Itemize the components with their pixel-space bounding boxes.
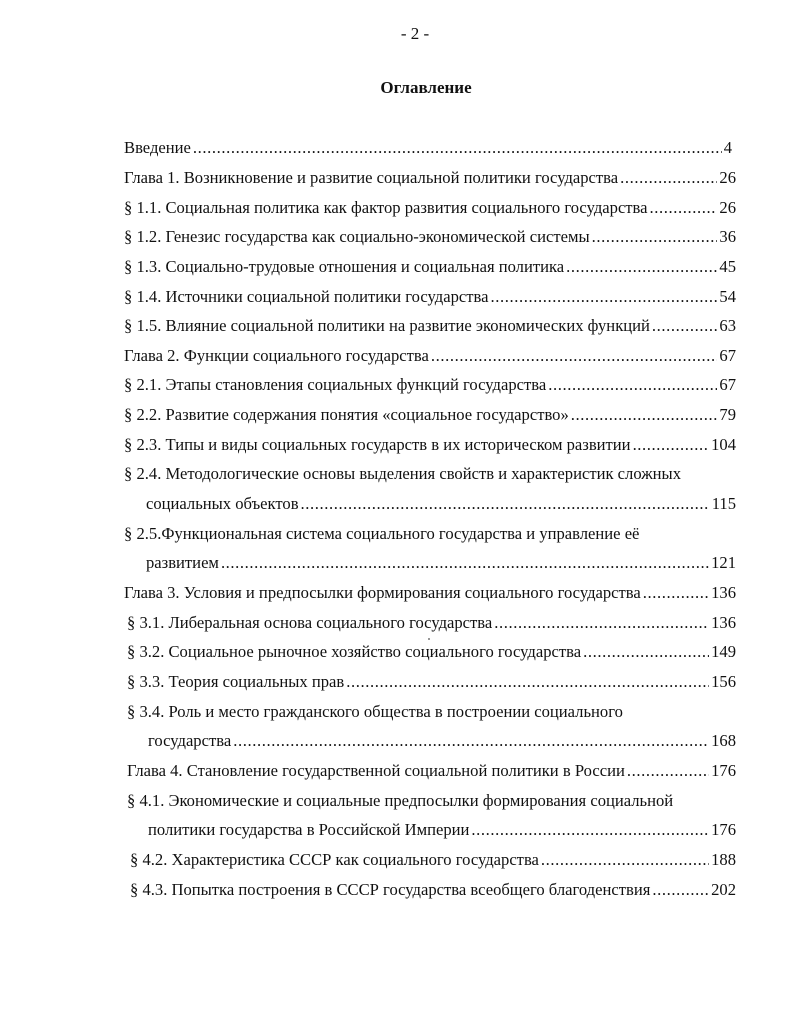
toc-entry-chapter-2[interactable] [124, 346, 736, 368]
toc-entry-page: 115 [711, 494, 736, 513]
toc-entry-label: § 3.2. Социальное рыночное хозяйство социального государства [127, 642, 582, 661]
toc-entry-section-4-2[interactable] [130, 850, 736, 872]
toc-entry-page: 67 [719, 375, 736, 394]
toc-entry-label: § 1.5. Влияние социальной политики на развитие экономических функций [124, 316, 650, 335]
toc-entry-page: 36 [719, 227, 736, 246]
toc-entry-section-3-3[interactable] [127, 672, 736, 694]
toc-entry-page: 149 [711, 642, 736, 661]
dot-leader [233, 731, 709, 751]
toc-entry-label: § 3.4. Роль и место гражданского общества в построении социального [127, 702, 623, 721]
toc-entry-section-1-2[interactable] [124, 227, 736, 249]
toc-entry-label: Введение [124, 138, 191, 157]
toc-entry-page: 176 [711, 761, 736, 780]
toc-entry-label: Глава 3. Условия и предпосылки формирования социального государства [124, 583, 641, 602]
toc-entry-label: § 1.4. Источники социальной политики государства [124, 287, 489, 306]
dot-leader [566, 257, 717, 277]
toc-entry-section-1-5[interactable] [124, 316, 736, 338]
page-number: - 2 - [400, 24, 430, 43]
toc-entry-page: 26 [719, 198, 736, 217]
dot-leader [490, 287, 717, 307]
toc-entry-label: § 2.1. Этапы становления социальных функций государства [124, 375, 547, 394]
toc-entry-section-2-2[interactable] [124, 405, 736, 427]
toc-entry-section-3-2[interactable] [127, 642, 736, 664]
toc-entry-label: § 1.1. Социальная политика как фактор развития социального государства [124, 198, 648, 217]
toc-entry-section-1-3[interactable] [124, 257, 736, 279]
dot-leader [541, 850, 709, 870]
dot-leader [583, 642, 709, 662]
dot-leader [494, 613, 709, 633]
toc-entry-label: Глава 4. Становление государственной социальной политики в России [127, 761, 625, 780]
toc-entry-page: 67 [719, 346, 736, 365]
toc-entry-label: § 2.3. Типы и виды социальных государств в их историческом развитии [124, 435, 631, 454]
dot-leader [221, 553, 709, 573]
dot-leader [471, 820, 709, 840]
toc-entry-section-2-5-continued[interactable] [146, 553, 736, 575]
toc-entry-label: § 1.2. Генезис государства как социально-экономической системы [124, 227, 590, 246]
toc-entry-page: 104 [711, 435, 736, 454]
dot-leader [301, 494, 710, 514]
toc-entry-label: государства [148, 731, 232, 750]
toc-entry-page: 136 [711, 583, 736, 602]
toc-entry-page: 188 [711, 850, 736, 869]
dot-leader [627, 761, 709, 781]
toc-entry-label: развитием [146, 553, 219, 572]
toc-entry-page: 202 [711, 880, 736, 899]
dot-leader [346, 672, 709, 692]
dot-leader [193, 138, 722, 158]
dot-leader [650, 198, 718, 218]
dot-leader [620, 168, 717, 188]
toc-entry-label: § 2.5.Функциональная система социального государства и управление её [124, 524, 640, 543]
dot-leader [571, 405, 718, 425]
toc-entry-section-4-1[interactable] [127, 791, 736, 813]
toc-entry-chapter-1[interactable] [124, 168, 736, 190]
toc-entry-label: § 3.1. Либеральная основа социального государства [127, 613, 493, 632]
toc-entry-section-4-3[interactable] [130, 880, 736, 902]
toc-entry-section-3-4[interactable] [127, 702, 736, 724]
toc-entry-label: социальных объектов [146, 494, 299, 513]
dot-leader [652, 880, 709, 900]
dot-leader [592, 227, 718, 247]
toc-entry-section-2-3[interactable] [124, 435, 736, 457]
toc-entry-page: 121 [711, 553, 736, 572]
toc-entry-label: § 4.1. Экономические и социальные предпосылки формирования социальной [127, 791, 674, 810]
toc-entry-section-1-4[interactable] [124, 287, 736, 309]
toc-entry-label: § 1.3. Социально-трудовые отношения и социальная политика [124, 257, 565, 276]
toc-entry-page: 79 [719, 405, 736, 424]
dot-leader [548, 375, 717, 395]
toc-entry-section-2-1[interactable] [124, 375, 736, 397]
dot-leader [431, 346, 718, 366]
toc-entry-chapter-3[interactable] [124, 583, 736, 605]
toc-entry-section-2-4-continued[interactable] [146, 494, 736, 516]
toc-entry-page: 168 [711, 731, 736, 750]
toc-entry-label: § 3.3. Теория социальных прав [127, 672, 345, 691]
toc-entry-section-1-1[interactable] [124, 198, 736, 220]
toc-entry-section-3-1[interactable] [127, 613, 736, 635]
toc-entry-page: 54 [719, 287, 736, 306]
toc-entry-section-2-5[interactable] [124, 524, 736, 546]
toc-entry-section-2-4[interactable] [124, 464, 736, 486]
toc-entry-page: 176 [711, 820, 736, 839]
toc-entry-section-3-4-continued[interactable] [148, 731, 736, 753]
toc-entry-page: 4 [723, 138, 732, 157]
dot-leader [633, 435, 710, 455]
toc-entry-page: 45 [719, 257, 736, 276]
toc-entry-label: Глава 2. Функции социального государства [124, 346, 429, 365]
toc-entry-label: § 4.2. Характеристика СССР как социального государства [130, 850, 539, 869]
toc-entry-label: Глава 1. Возникновение и развитие социальной политики государства [124, 168, 619, 187]
toc-entry-label: политики государства в Российской Империи [148, 820, 470, 839]
toc-entry-page: 156 [711, 672, 736, 691]
toc-entry-introduction[interactable] [124, 138, 732, 160]
toc-entry-page: 136 [711, 613, 736, 632]
toc-title: Оглавление [380, 78, 472, 97]
toc-entry-label: § 2.2. Развитие содержания понятия «социальное государство» [124, 405, 569, 424]
dot-leader [643, 583, 709, 603]
scan-speck [428, 638, 430, 640]
toc-entry-section-4-1-continued[interactable] [148, 820, 736, 842]
toc-entry-label: § 4.3. Попытка построения в СССР государства всеобщего благоденствия [130, 880, 651, 899]
toc-entry-label: § 2.4. Методологические основы выделения свойств и характеристик сложных [124, 464, 681, 483]
toc-entry-page: 26 [719, 168, 736, 187]
toc-entry-chapter-4[interactable] [127, 761, 736, 783]
dot-leader [652, 316, 718, 336]
toc-entry-page: 63 [719, 316, 736, 335]
